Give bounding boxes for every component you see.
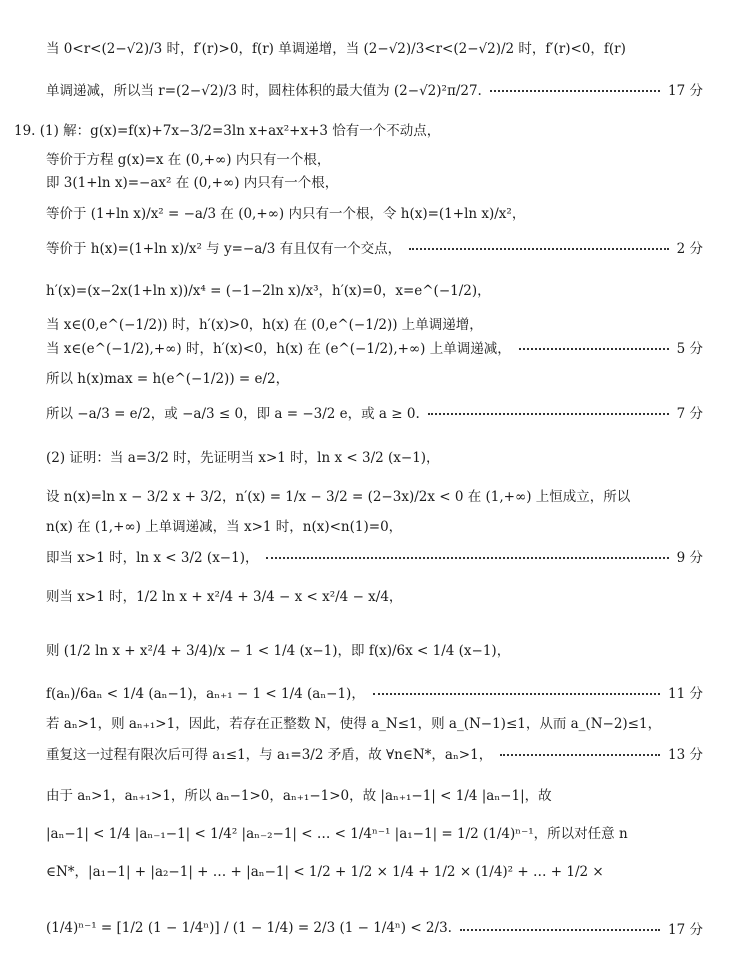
line-6 [0, 205, 739, 222]
line-7 [0, 240, 739, 257]
score-13: 13 分 [668, 746, 703, 763]
line-20 [0, 715, 739, 732]
leader-dots [519, 348, 669, 350]
line-8-text: h′(x)=(x−2x(1+ln x))/x⁴ = (−1−2ln x)/x³，h′(x)=0，x=e^(−1/2)， [46, 282, 491, 299]
line-8 [0, 282, 739, 299]
line-9-text: 当 x∈(0,e^(−1/2)) 时，h′(x)>0，h(x) 在 (0,e^(−1/2)) 上单调递增， [46, 316, 483, 333]
score-17a: 17 分 [668, 82, 703, 99]
line-7-text: 等价于 h(x)=(1+ln x)/x² 与 y=−a/3 有且仅有一个交点， [46, 240, 402, 257]
line-1 [0, 40, 739, 57]
line-5-text: 即 3(1+ln x)=−ax² 在 (0,+∞) 内只有一个根， [46, 174, 339, 191]
line-12-text: 所以 −a/3 = e/2，或 −a/3 ≤ 0，即 a = −3/2 e，或 a ≥ 0. [46, 405, 420, 422]
line-14-text: 设 n(x)=ln x − 3/2 x + 3/2，n′(x) = 1/x − 3/2 = (2−3x)/2x < 0 在 (1,+∞) 上恒成立，所以 [46, 488, 631, 505]
line-21-text: 重复这一过程有限次后可得 a₁≤1，与 a₁=3/2 矛盾，故 ∀n∈N*，aₙ>1， [46, 746, 493, 763]
line-16 [0, 549, 739, 566]
line-2-text: 单调递减，所以当 r=(2−√2)/3 时，圆柱体积的最大值为 (2−√2)²π/27. [46, 82, 482, 99]
line-2 [0, 82, 739, 99]
score-17b: 17 分 [668, 921, 703, 938]
line-10 [0, 340, 739, 357]
line-18-text: 则 (1/2 ln x + x²/4 + 3/4)/x − 1 < 1/4 (x−1)，即 f(x)/6x < 1/4 (x−1)， [46, 642, 511, 659]
line-11-text: 所以 h(x)max = h(e^(−1/2)) = e/2， [46, 370, 290, 387]
line-20-text: 若 aₙ>1，则 aₙ₊₁>1，因此，若存在正整数 N，使得 a_N≤1，则 a_(N−1)≤1，从而 a_(N−2)≤1， [46, 715, 662, 732]
leader-dots [460, 929, 660, 931]
line-17-text: 则当 x>1 时，1/2 ln x + x²/4 + 3/4 − x < x²/4 − x/4， [46, 588, 403, 605]
line-6-text: 等价于 (1+ln x)/x² = −a/3 在 (0,+∞) 内只有一个根，令 h(x)=(1+ln x)/x²， [46, 205, 526, 222]
line-22-text: 由于 aₙ>1，aₙ₊₁>1，所以 aₙ−1>0，aₙ₊₁−1>0，故 |aₙ₊₁−1| < 1/4 |aₙ−1|，故 [46, 787, 552, 804]
line-24 [0, 863, 739, 880]
line-14 [0, 488, 739, 505]
line-19 [0, 685, 739, 702]
line-15 [0, 518, 739, 535]
line-24-text: ∈N*，|a₁−1| + |a₂−1| + … + |aₙ−1| < 1/2 + 1/2 × 1/4 + 1/2 × (1/4)² + … + 1/2 × [46, 863, 604, 880]
score-7: 7 分 [676, 405, 703, 422]
line-4 [0, 151, 739, 168]
line-23 [0, 825, 739, 842]
line-1-text: 当 0<r<(2−√2)/3 时，f′(r)>0，f(r) 单调递增，当 (2−√2)/3<r<(2−√2)/2 时，f′(r)<0，f(r) [46, 40, 626, 57]
line-25-text: (1/4)ⁿ⁻¹ = [1/2 (1 − 1/4ⁿ)] / (1 − 1/4) = 2/3 (1 − 1/4ⁿ) < 2/3. [46, 919, 452, 936]
line-3 [0, 122, 707, 139]
leader-dots [428, 413, 669, 415]
line-17 [0, 588, 739, 605]
line-23-text: |aₙ−1| < 1/4 |aₙ₋₁−1| < 1/4² |aₙ₋₂−1| < … < 1/4ⁿ⁻¹ |a₁−1| = 1/2 (1/4)ⁿ⁻¹，所以对任意 n [46, 825, 628, 842]
line-11 [0, 370, 739, 387]
leader-dots [373, 693, 660, 695]
line-13-text: (2) 证明：当 a=3/2 时，先证明当 x>1 时，ln x < 3/2 (x−1)， [46, 449, 440, 466]
line-3-text: 19. (1) 解：g(x)=f(x)+7x−3/2=3ln x+ax²+x+3 恰有一个不动点， [14, 122, 441, 139]
line-15-text: n(x) 在 (1,+∞) 上单调递减，当 x>1 时，n(x)<n(1)=0， [46, 518, 403, 535]
line-10-text: 当 x∈(e^(−1/2),+∞) 时，h′(x)<0，h(x) 在 (e^(−1/2),+∞) 上单调递减， [46, 340, 511, 357]
leader-dots [266, 557, 668, 559]
leader-dots [500, 754, 660, 756]
line-22 [0, 787, 739, 804]
line-9 [0, 316, 739, 333]
line-4-text: 等价于方程 g(x)=x 在 (0,+∞) 内只有一个根， [46, 151, 331, 168]
leader-dots [409, 248, 668, 250]
line-16-text: 即当 x>1 时，ln x < 3/2 (x−1)， [46, 549, 259, 566]
score-2: 2 分 [676, 240, 703, 257]
score-9: 9 分 [676, 549, 703, 566]
line-21 [0, 746, 739, 763]
line-13 [0, 449, 739, 466]
score-5: 5 分 [676, 340, 703, 357]
line-25 [0, 919, 739, 938]
line-5 [0, 174, 739, 191]
leader-dots [490, 90, 660, 92]
line-12 [0, 405, 739, 422]
line-19-text: f(aₙ)/6aₙ < 1/4 (aₙ−1)，aₙ₊₁ − 1 < 1/4 (aₙ−1)， [46, 685, 365, 702]
score-11: 11 分 [668, 685, 703, 702]
line-18 [0, 642, 739, 659]
